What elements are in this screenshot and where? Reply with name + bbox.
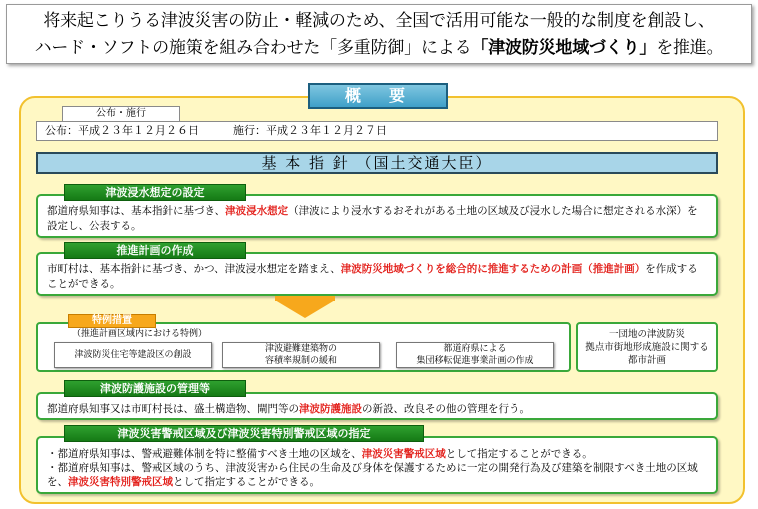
promulgation-date: 公布：平成２３年１２月２６日 xyxy=(45,124,199,137)
special-item-2: 津波避難建築物の 容積率規制の緩和 xyxy=(222,342,380,368)
headline-line2 xyxy=(7,35,751,62)
headline-line1: 将来起こりうる津波災害の防止・軽減のため、全国で活用可能な一般的な制度を創設し、 xyxy=(43,11,715,31)
zones-title: 津波災害警戒区域及び津波災害特別警戒区域の指定 xyxy=(64,425,424,442)
zones-line2-post: として指定することができる。 xyxy=(173,476,320,488)
zones-line2 xyxy=(47,461,708,489)
headline-banner xyxy=(6,4,752,64)
zones-line1-highlight: 津波災害警戒区域 xyxy=(361,448,446,460)
down-arrow-icon xyxy=(275,300,335,318)
zones-box xyxy=(36,436,718,494)
publication-tab: 公布・施行 xyxy=(62,106,180,122)
special-item-1: 津波防災住宅等建設区の創設 xyxy=(54,342,212,368)
headline-line2-pre: ハード・ソフトの施策を組み合わせた「多重防御」による xyxy=(34,38,472,58)
special-measures-title: 特例措置 xyxy=(68,314,156,328)
inundation-highlight: 津波浸水想定 xyxy=(225,205,289,217)
zones-line2-pre: ・都道府県知事は、警戒区域のうち、津波災害から住民の生命及び身体を保護するために一定の開発行為及び建築を制限すべき土地の区域を、 xyxy=(47,462,698,488)
zones-line1-post: として指定することができる。 xyxy=(445,448,593,460)
publication-box xyxy=(36,121,718,141)
inundation-text-post: （津波により浸水するおそれがある土地の区域及び浸水した場合に想定される水深）を設定し、公表する。 xyxy=(47,205,698,232)
plan-text-post: を作成することができる。 xyxy=(47,263,698,290)
plan-title: 推進計画の作成 xyxy=(64,242,246,259)
facilities-text-pre: 都道府県知事又は市町村長は、盛土構造物、閘門等の xyxy=(47,403,299,415)
facilities-highlight: 津波防護施設 xyxy=(299,403,362,415)
special-measures-subtitle: （推進計画区域内における特例） xyxy=(72,329,208,339)
inundation-text-pre: 都道府県知事は、基本指針に基づき、 xyxy=(47,205,226,217)
enforcement-date: 施行：平成２３年１２月２７日 xyxy=(233,124,387,137)
zones-line2-highlight: 津波災害特別警戒区域 xyxy=(68,476,173,488)
zones-line1 xyxy=(47,447,708,461)
headline-line2-bold: 「津波防災地域づくり」 xyxy=(471,38,657,58)
inundation-title: 津波浸水想定の設定 xyxy=(64,184,246,201)
facilities-text-post: の新設、改良その他の管理を行う。 xyxy=(362,403,530,415)
plan-highlight: 津波防災地域づくりを総合的に推進するための計画（推進計画） xyxy=(340,263,646,275)
zones-line1-pre: ・都道府県知事は、警戒避難体制を特に整備すべき土地の区域を、 xyxy=(47,448,362,460)
plan-text-pre: 市町村は、基本指針に基づき、かつ、津波浸水想定を踏まえ、 xyxy=(47,263,341,275)
headline-line2-post: を推進。 xyxy=(656,38,724,58)
overview-label: 概 要 xyxy=(308,83,448,109)
special-item-3: 都道府県による 集団移転促進事業計画の作成 xyxy=(396,342,554,368)
facilities-title: 津波防護施設の管理等 xyxy=(64,380,246,397)
basic-policy-bar: 基 本 指 針 （国土交通大臣） xyxy=(36,152,718,174)
urban-plan-box: 一団地の津波防災 拠点市街地形成施設に関する 都市計画 xyxy=(576,322,718,372)
